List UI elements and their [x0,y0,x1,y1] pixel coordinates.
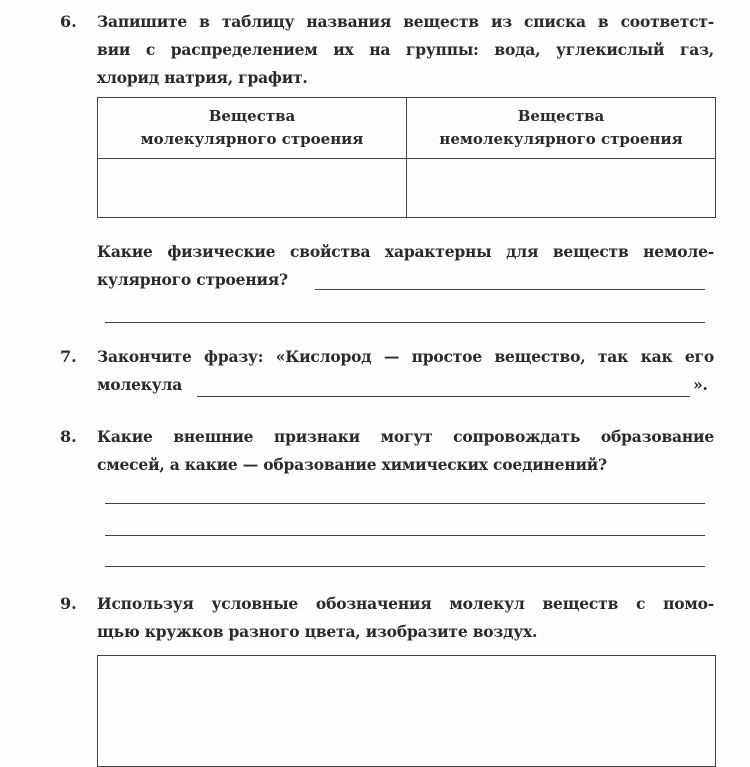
question-number: 9. [60,594,77,613]
answer-line[interactable] [105,322,705,323]
answer-line[interactable] [105,503,705,504]
table-header-nonmolecular [407,98,716,159]
answer-line[interactable] [197,396,690,397]
substances-table [97,97,716,218]
answer-cell-molecular[interactable] [98,159,407,218]
header-line: молекулярного строения [140,130,364,148]
question-text: Используя условные обозначения молекул веществ с помо- [97,594,714,613]
question-text: Запишите в таблицу названия веществ из списка в соответст- [97,12,714,31]
table-header-molecular [98,98,407,159]
header-line: немолекулярного строения [439,130,683,148]
question-text: Какие внешние признаки могут сопровождать образование [97,427,714,446]
question-number: 8. [60,427,77,446]
answer-line[interactable] [105,535,705,536]
header-line: Вещества [208,107,296,125]
question-number: 6. [60,12,77,31]
question-text: Закончите фразу: «Кислород — простое вещество, так как его [97,347,714,366]
question-text: вии с распределением их на группы: вода, углекислый газ, [97,40,714,59]
question-text: щью кружков разного цвета, изобразите воздух. [97,622,538,641]
drawing-box[interactable] [97,655,716,767]
answer-cell-nonmolecular[interactable] [407,159,716,218]
question-text: хлорид натрия, графит. [97,68,308,87]
question-text: смесей, а какие — образование химических соединений? [97,455,607,474]
header-line: Вещества [517,107,605,125]
closing-quote: ». [693,375,708,394]
answer-line[interactable] [105,566,705,567]
answer-line[interactable] [315,289,705,290]
question-text: молекула [97,375,183,394]
followup-text: кулярного строения? [97,270,288,289]
question-number: 7. [60,347,77,366]
followup-text: Какие физические свойства характерны для веществ немоле- [97,242,714,261]
